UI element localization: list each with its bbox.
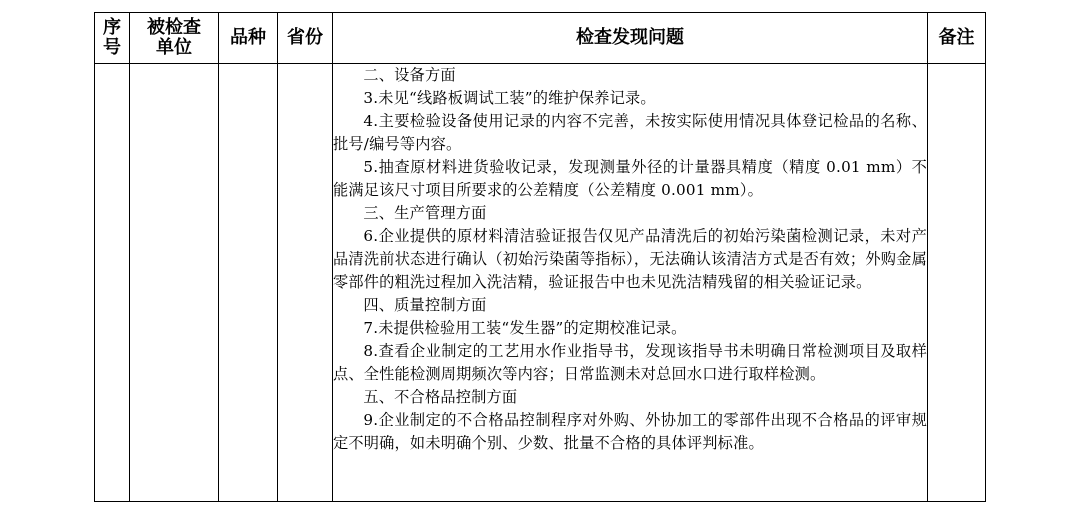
cell-seq: [95, 64, 130, 502]
header-seq: [95, 13, 130, 64]
section-heading-nonconforming: 五、不合格品控制方面: [363, 388, 518, 406]
finding-item-9: 9.企业制定的不合格品控制程序对外购、外协加工的零部件出现不合格品的评审规定不明确，如未明确个别、少数、批量不合格的具体评判标准。: [333, 411, 927, 452]
finding-item-7: 7.未提供检验用工装“发生器”的定期校准记录。: [363, 319, 687, 337]
header-unit-label: 被检查单位: [147, 17, 201, 58]
header-issues-label: 检查发现问题: [576, 27, 684, 48]
section-heading-equipment: 二、设备方面: [363, 66, 456, 84]
cell-province: [278, 64, 333, 502]
header-seq-label: 序号: [103, 17, 121, 58]
table-header-row: [95, 13, 986, 64]
table-row: [95, 64, 986, 502]
cell-variety: [219, 64, 278, 502]
finding-item-8: 8.查看企业制定的工艺用水作业指导书，发现该指导书未明确日常检测项目及取样点、全性能检测周期频次等内容；日常监测未对总回水口进行取样检测。: [333, 342, 927, 383]
finding-item-4: 4.主要检验设备使用记录的内容不完善，未按实际使用情况具体登记检品的名称、批号/编号等内容。: [333, 112, 927, 153]
section-heading-quality-control: 四、质量控制方面: [363, 296, 487, 314]
inspection-table-sheet: [94, 12, 985, 502]
header-province: [278, 13, 333, 64]
cell-remarks: [928, 64, 986, 502]
header-province-label: 省份: [287, 27, 323, 48]
inspection-findings-table: [94, 12, 986, 502]
section-heading-production: 三、生产管理方面: [363, 204, 487, 222]
cell-issues: [333, 64, 928, 502]
header-issues: [333, 13, 928, 64]
finding-item-3: 3.未见“线路板调试工装”的维护保养记录。: [363, 89, 656, 107]
header-remarks: [928, 13, 986, 64]
header-variety-label: 品种: [230, 27, 266, 48]
finding-item-6: 6.企业提供的原材料清洁验证报告仅见产品清洗后的初始污染菌检测记录，未对产品清洗前状态进行确认（初始污染菌等指标），无法确认该清洁方式是否有效；外购金属零部件的粗洗过程加入洗洁精，验证报告中也未见洗洁精残留的相关验证记录。: [333, 227, 927, 291]
header-variety: [219, 13, 278, 64]
header-remarks-label: 备注: [938, 27, 975, 48]
cell-unit: [130, 64, 219, 502]
finding-item-5: 5.抽查原材料进货验收记录，发现测量外径的计量器具精度（精度 0.01 mm）不能满足该尺寸项目所要求的公差精度（公差精度 0.001 mm）。: [333, 158, 927, 199]
header-unit: [130, 13, 219, 64]
